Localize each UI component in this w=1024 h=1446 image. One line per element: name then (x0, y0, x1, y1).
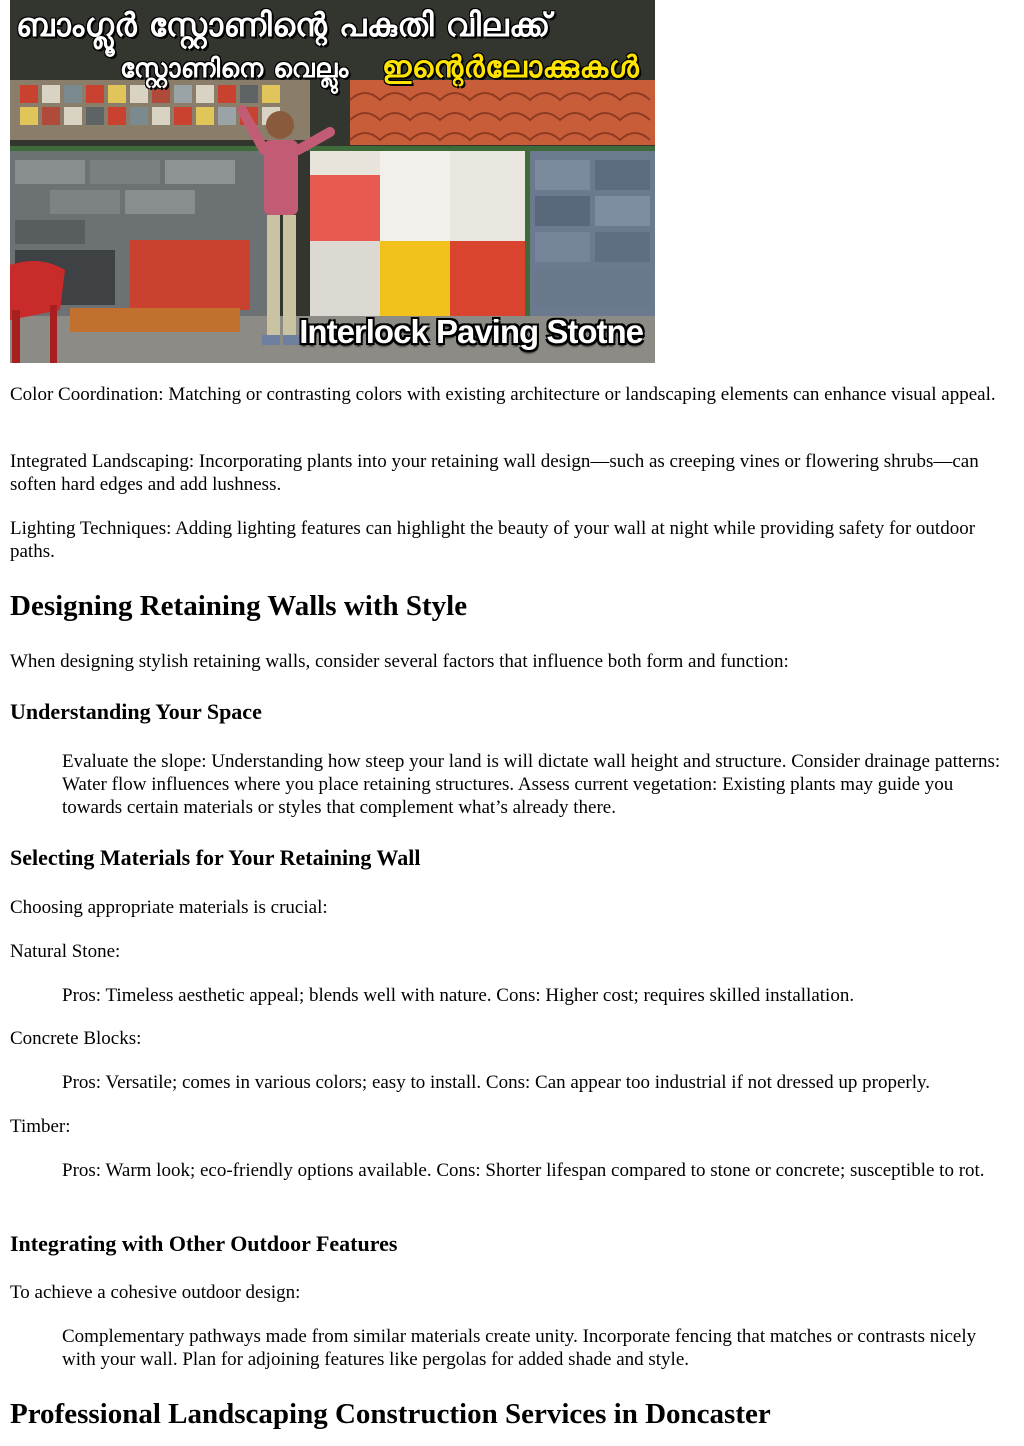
paragraph-integrated-landscaping: Integrated Landscaping: Incorporating plants into your retaining wall design—such as creeping vines or flowering shrubs—can soften hard edges and add lushness. (10, 451, 979, 495)
heading-professional-landscaping: Professional Landscaping Construction Services in Doncaster (10, 1398, 771, 1430)
quote-timber: Pros: Warm look; eco-friendly options available. Cons: Shorter lifespan compared to stone or concrete; susceptible to rot. (62, 1160, 985, 1181)
planter-box (70, 308, 240, 332)
quote-natural-stone: Pros: Timeless aesthetic appeal; blends well with nature. Cons: Higher cost; requires skilled installation. (62, 985, 855, 1006)
document-page (10, 0, 1014, 1430)
large-display-tiles (310, 151, 525, 316)
quote-concrete-blocks: Pros: Versatile; comes in various colors; easy to install. Cons: Can appear too industrial if not dressed up properly. (62, 1072, 931, 1093)
label-timber: Timber: (10, 1116, 71, 1137)
label-natural-stone: Natural Stone: (10, 941, 121, 962)
hero-caption: Interlock Paving Stotne (299, 313, 643, 350)
hero-title-line1: ബാംഗ്ലൂർ സ്റ്റോണിന്റെ പകുതി വിലക്ക് (16, 6, 551, 44)
paragraph-color-coordination: Color Coordination: Matching or contrasting colors with existing architecture or landscaping elements can enhance visual appeal. (10, 384, 996, 405)
paragraph-lighting-techniques: Lighting Techniques: Adding lighting features can highlight the beauty of your wall at night while providing safety for outdoor paths. (10, 518, 976, 562)
hero-title-line2-yellow: ഇന്റെർലോക്കുകൾ (382, 50, 640, 85)
heading-designing-retaining-walls: Designing Retaining Walls with Style (10, 590, 468, 622)
heading-integrating-outdoor-features: Integrating with Other Outdoor Features (10, 1231, 398, 1256)
heading-selecting-materials: Selecting Materials for Your Retaining Wall (10, 845, 421, 870)
label-concrete-blocks: Concrete Blocks: (10, 1028, 142, 1049)
paragraph-materials-intro: Choosing appropriate materials is crucial: (10, 897, 328, 918)
paragraph-designing-intro: When designing stylish retaining walls, consider several factors that influence both form and function: (10, 651, 789, 672)
hero-title-line2-white: സ്റ്റോണിനെ വെല്ലും (120, 54, 349, 84)
fan-pattern-tiles (350, 80, 655, 145)
quote-understanding-space: Evaluate the slope: Understanding how steep your land is will dictate wall height and structure. Consider drainage patterns: Water flow influences where you place retaining structures. Assess current vegetation: Existing plants may guide you towards certain materials or styles that complement what’s already there. (62, 751, 1001, 818)
heading-understanding-space: Understanding Your Space (10, 699, 262, 724)
checker-tiles-top-left (10, 80, 310, 140)
slate-brick-panel (530, 151, 655, 316)
paragraph-integrating-intro: To achieve a cohesive outdoor design: (10, 1282, 301, 1303)
hero-image (10, 0, 655, 363)
quote-integrating: Complementary pathways made from similar materials create unity. Incorporate fencing that matches or contrasts nicely with your wall. Plan for adjoining features like pergolas for added shade and style. (62, 1326, 977, 1370)
